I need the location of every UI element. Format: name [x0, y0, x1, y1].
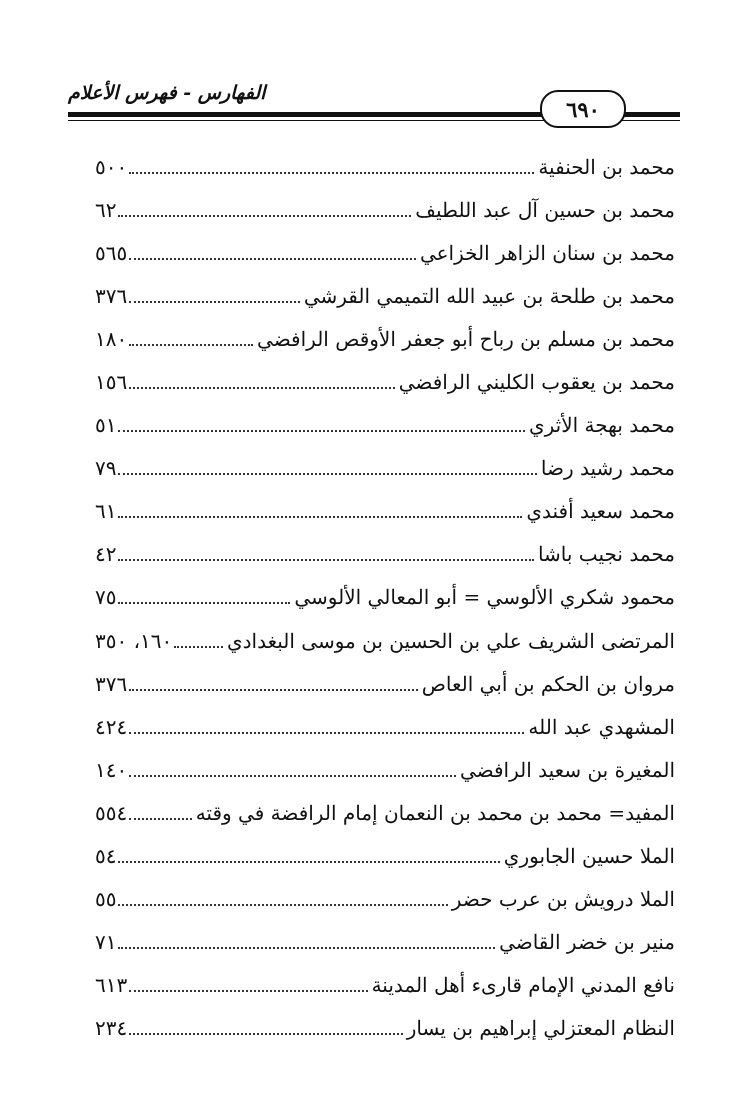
page-number-badge — [540, 90, 626, 128]
entry-name: الملا درويش بن عرب حضر — [451, 887, 675, 912]
dot-leader — [129, 172, 534, 174]
index-entry — [95, 145, 675, 188]
dot-leader — [118, 947, 495, 949]
dot-leader — [129, 818, 191, 820]
index-entry — [95, 748, 675, 791]
entry-name: مروان بن الحكم بن أبي العاص — [421, 671, 675, 696]
dot-leader — [129, 732, 524, 734]
index-entry — [95, 576, 675, 619]
index-entry — [95, 274, 675, 317]
entry-page-numbers: ١٥٦ — [95, 370, 128, 395]
dot-leader — [118, 904, 447, 906]
index-entry — [95, 447, 675, 490]
entry-name: محمد نجيب باشا — [537, 542, 675, 567]
entry-name: النظام المعتزلي إبراهيم بن يسار — [406, 1016, 675, 1041]
entry-name: المغيرة بن سعيد الرافضي — [459, 757, 675, 782]
dot-leader — [118, 215, 411, 217]
dot-leader — [118, 430, 524, 432]
index-entry — [95, 964, 675, 1007]
page-header — [0, 0, 747, 130]
entry-page-numbers: ٤٢٤ — [95, 714, 128, 739]
dot-leader — [129, 344, 253, 346]
entry-page-numbers: ٧١ — [95, 930, 117, 955]
entry-page-numbers: ٣٧٦ — [95, 671, 128, 696]
dot-leader — [118, 602, 290, 604]
entry-name: المشهدي عبد الله — [528, 714, 675, 739]
page-number: ٦٩٠ — [566, 96, 600, 122]
index-entry — [95, 619, 675, 662]
entry-page-numbers: ١٦٠، ٣٥٠ — [95, 628, 173, 653]
entry-name: نافع المدني الإمام قارىء أهل المدينة — [371, 973, 675, 998]
entry-name: محمد بن مسلم بن رباح أبو جعفر الأوقص الرافضي — [257, 326, 675, 351]
dot-leader — [129, 301, 300, 303]
dot-leader — [129, 387, 394, 389]
entry-page-numbers: ٣٧٦ — [95, 283, 128, 308]
entry-page-numbers: ٥٤ — [95, 844, 117, 869]
entry-page-numbers: ١٨٠ — [95, 326, 128, 351]
entry-page-numbers: ٥١ — [95, 413, 117, 438]
entry-page-numbers: ٥٥ — [95, 887, 117, 912]
dot-leader — [129, 775, 456, 777]
dot-leader — [118, 516, 522, 518]
entry-page-numbers: ٥٠٠ — [95, 154, 128, 179]
entry-page-numbers: ٧٩ — [95, 456, 117, 481]
index-entry — [95, 317, 675, 360]
entry-page-numbers: ٤٢ — [95, 542, 117, 567]
entry-name: محمد سعيد أفندي — [526, 499, 675, 524]
dot-leader — [118, 861, 499, 863]
entry-name: الملا حسين الجابوري — [503, 844, 675, 869]
entry-name: محمد رشيد رضا — [540, 456, 675, 481]
entry-name: المرتضى الشريف علي بن الحسين بن موسى البغدادي — [226, 628, 675, 653]
index-entry — [95, 791, 675, 834]
entry-page-numbers: ٦١ — [95, 499, 117, 524]
dot-leader — [174, 646, 223, 648]
dot-leader — [129, 689, 417, 691]
index-entry — [95, 921, 675, 964]
index-entry — [95, 878, 675, 921]
index-entry — [95, 662, 675, 705]
index-entry — [95, 835, 675, 878]
entry-page-numbers: ٥٦٥ — [95, 240, 128, 265]
dot-leader — [129, 258, 416, 260]
entry-name: محمد بن يعقوب الكليني الرافضي — [398, 370, 675, 395]
entry-name: المفيد= محمد بن محمد بن النعمان إمام الرافضة في وقته — [195, 800, 675, 825]
index-entry — [95, 231, 675, 274]
dot-leader — [129, 990, 367, 992]
index-entry — [95, 1007, 675, 1050]
entry-page-numbers: ١٤٠ — [95, 757, 128, 782]
entry-name: محمد بن طلحة بن عبيد الله التميمي القرشي — [303, 283, 675, 308]
entry-page-numbers: ٢٣٤ — [95, 1016, 128, 1041]
index-entry — [95, 404, 675, 447]
index-entry — [95, 360, 675, 403]
index-entry — [95, 533, 675, 576]
entry-name: منير بن خضر القاضي — [499, 930, 675, 955]
entry-page-numbers: ٦٢ — [95, 197, 117, 222]
entry-page-numbers: ٥٥٤ — [95, 800, 128, 825]
dot-leader — [118, 473, 536, 475]
entry-name: محمد بن حسين آل عبد اللطيف — [415, 197, 675, 222]
entry-page-numbers: ٦١٣ — [95, 973, 128, 998]
dot-leader — [118, 559, 533, 561]
entry-name: محمد بهجة الأثري — [528, 413, 675, 438]
entry-name: محمود شكري الألوسي = أبو المعالي الألوسي — [294, 585, 675, 610]
entry-name: محمد بن الحنفية — [538, 154, 675, 179]
entry-page-numbers: ٧٥ — [95, 585, 117, 610]
dot-leader — [129, 1033, 403, 1035]
running-title: الفهارس - فهرس الأعلام — [68, 82, 266, 104]
index-entries-list — [95, 145, 675, 1050]
index-entry — [95, 490, 675, 533]
entry-name: محمد بن سنان الزاهر الخزاعي — [419, 240, 675, 265]
index-entry — [95, 188, 675, 231]
index-entry — [95, 705, 675, 748]
